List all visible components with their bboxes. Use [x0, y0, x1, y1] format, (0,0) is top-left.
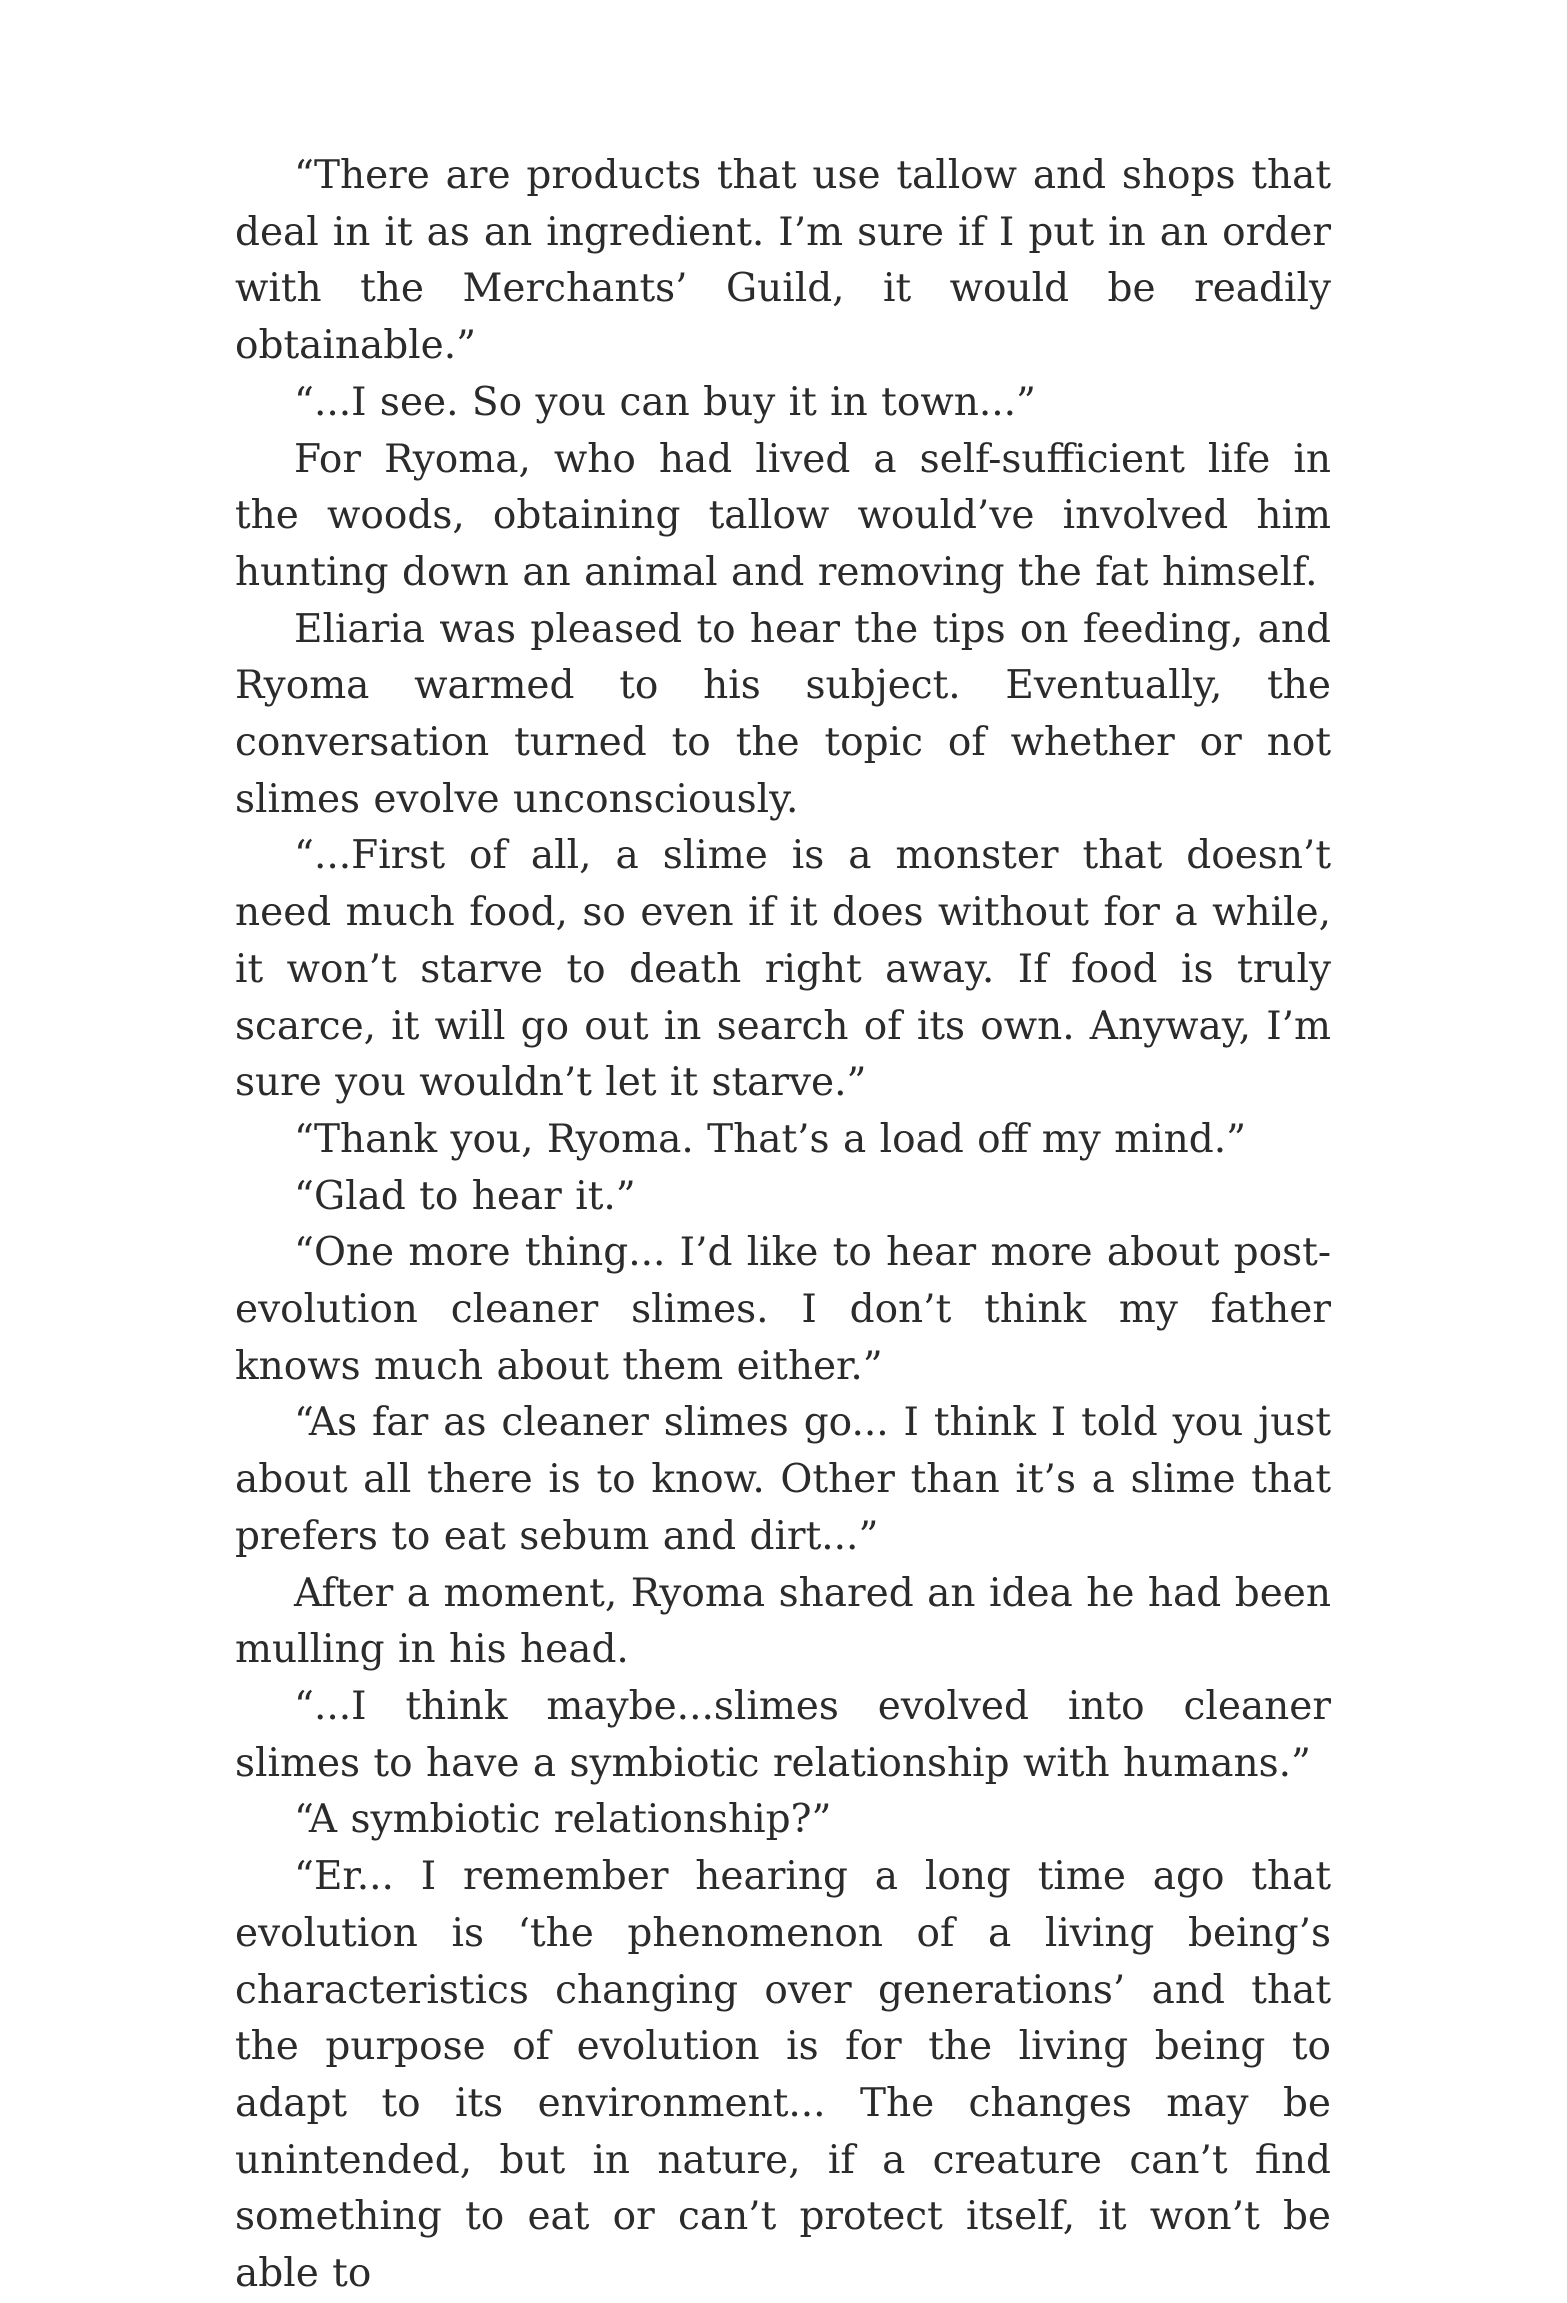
paragraph: “...I think maybe...slimes evolved into cleaner slimes to have a symbiotic relationship with humans.” — [235, 1683, 1331, 1786]
paragraph: “There are products that use tallow and shops that deal in it as an ingredient. I’m sure if I put in an order with the Merchants’ Guild, it would be readily obtainable.” — [235, 153, 1331, 369]
paragraph: “One more thing... I’d like to hear more about post-evolution cleaner slimes. I don’t think my father knows much about them either.” — [235, 1230, 1331, 1389]
paragraph: “...I see. So you can buy it in town...” — [294, 379, 1036, 425]
paragraph: After a moment, Ryoma shared an idea he had been mulling in his head. — [235, 1570, 1331, 1673]
paragraph: “Er... I remember hearing a long time ago that evolution is ‘the phenomenon of a living being’s characteristics changing over generations’ and that the purpose of evolution is for the living being to adapt to its environment... The changes may be unintended, but in nature, if a creature can’t find something to eat or can’t protect itself, it won’t be able to — [235, 1854, 1331, 2297]
paragraph: Eliaria was pleased to hear the tips on feeding, and Ryoma warmed to his subject. Eventually, the conversation turned to the topic of whether or not slimes evolve unconsciously. — [235, 606, 1331, 822]
paragraph: “Thank you, Ryoma. That’s a load off my mind.” — [294, 1116, 1247, 1162]
paragraph: “...First of all, a slime is a monster that doesn’t need much food, so even if it does without for a while, it won’t starve to death right away. If food is truly scarce, it will go out in search of its own. Anyway, I’m sure you wouldn’t let it starve.” — [235, 833, 1331, 1106]
paragraph: “As far as cleaner slimes go... I think I told you just about all there is to know. Other than it’s a slime that prefers to eat sebum and dirt...” — [235, 1400, 1331, 1559]
paragraph: “A symbiotic relationship?” — [294, 1797, 832, 1843]
paragraph: “Glad to hear it.” — [294, 1173, 636, 1219]
paragraph: For Ryoma, who had lived a self-sufficient life in the woods, obtaining tallow would’ve involved him hunting down an animal and removing the fat himself. — [235, 436, 1331, 595]
body-text — [235, 148, 1331, 2303]
